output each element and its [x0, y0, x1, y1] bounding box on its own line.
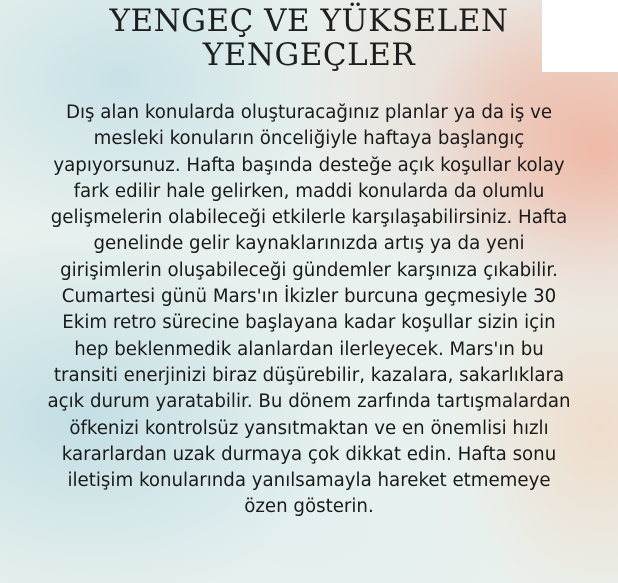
- body-line: girişimlerin oluşabileceği gündemler karşınıza çıkabilir.: [60, 259, 558, 281]
- body-line: Ekim retro sürecine başlayana kadar koşullar sizin için: [62, 312, 556, 334]
- body-line: hep beklenmedik alanlardan ilerleyecek. Mars'ın bu: [74, 338, 544, 360]
- body-line: Cumartesi günü Mars'ın İkizler burcuna geçmesiyle 30: [61, 286, 557, 308]
- body-line: iletişim konularında yanılsamayla hareket etmemeye: [67, 470, 551, 492]
- title-line-1: YENGEÇ VE YÜKSELEN: [109, 3, 509, 39]
- title-line-2: YENGEÇLER: [202, 37, 416, 73]
- body-line: kararlardan uzak durmaya çok dikkat edin. Hafta sonu: [61, 443, 557, 465]
- body-line: fark edilir hale gelirken, maddi konularda da olumlu: [73, 180, 545, 202]
- body-line: gelişmelerin olabileceği etkilerle karşılaşabilirsiniz. Hafta: [50, 207, 568, 229]
- body-line: genelinde gelir kaynaklarınızda artış ya da yeni: [93, 233, 525, 255]
- body-line: açık durum yaratabilir. Bu dönem zarfında tartışmalardan: [47, 391, 571, 413]
- horoscope-body: [6, 100, 612, 521]
- body-line: mesleki konuların önceliğiyle haftaya başlangıç: [93, 128, 525, 150]
- body-line: öfkenizi kontrolsüz yansıtmaktan ve en önemlisi hızlı: [69, 417, 549, 439]
- body-line: Dış alan konularda oluşturacağınız planlar ya da iş ve: [65, 102, 553, 123]
- body-line: yapıyorsunuz. Hafta başında desteğe açık koşullar kolay: [53, 154, 565, 176]
- horoscope-title: [0, 4, 618, 72]
- body-line: özen gösterin.: [244, 496, 374, 518]
- body-line: transiti enerjinizi biraz düşürebilir, kazalara, sakarlıklara: [53, 364, 565, 386]
